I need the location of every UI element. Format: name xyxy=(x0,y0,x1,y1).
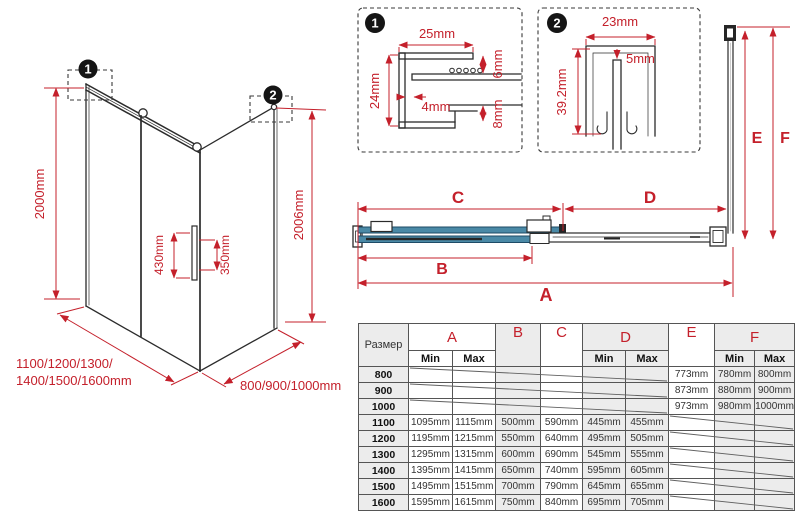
anti-jump-clip xyxy=(597,112,607,134)
table-subheader-min: Min xyxy=(409,351,453,367)
table-cell: 800mm xyxy=(755,367,795,383)
table-header-a: A xyxy=(409,324,496,351)
table-row xyxy=(359,447,795,463)
dim-label-23mm: 23mm xyxy=(601,14,639,29)
table-cell-empty xyxy=(755,447,795,463)
detail-1-number: 1 xyxy=(371,15,379,31)
enclosure-perspective-diagram xyxy=(16,60,341,394)
table-subheader-max: Max xyxy=(626,351,669,367)
table-cell: 700mm xyxy=(496,479,541,495)
table-cell-empty xyxy=(496,367,541,383)
table-cell-empty xyxy=(715,479,755,495)
table-cell: 545mm xyxy=(583,447,626,463)
table-cell: 1615mm xyxy=(453,495,496,511)
table-cell-empty xyxy=(715,495,755,511)
table-header-c: C xyxy=(541,324,583,367)
table-cell-empty xyxy=(541,383,583,399)
table-cell-empty xyxy=(755,431,795,447)
table-cell: 590mm xyxy=(541,415,583,431)
table-cell-empty xyxy=(715,415,755,431)
table-row xyxy=(359,431,795,447)
table-cell: 1095mm xyxy=(409,415,453,431)
detail-1-profile-section xyxy=(358,8,522,152)
table-cell-empty xyxy=(626,367,669,383)
table-cell: 1215mm xyxy=(453,431,496,447)
table-cell: 1295mm xyxy=(409,447,453,463)
anti-jump-clip xyxy=(627,112,637,134)
table-row xyxy=(359,463,795,479)
table-cell-empty xyxy=(541,399,583,415)
table-cell-empty xyxy=(715,463,755,479)
dimension-label-height-left: 2000mm xyxy=(32,168,47,220)
table-cell: 645mm xyxy=(583,479,626,495)
dim-label-8mm: 8mm xyxy=(490,99,505,129)
table-cell-empty xyxy=(453,367,496,383)
table-cell: 1415mm xyxy=(453,463,496,479)
seal-bead xyxy=(478,68,483,73)
table-cell: 1315mm xyxy=(453,447,496,463)
table-row xyxy=(359,399,795,415)
table-cell-empty xyxy=(755,479,795,495)
table-cell: 650mm xyxy=(496,463,541,479)
table-cell-empty xyxy=(715,431,755,447)
table-subheader-min: Min xyxy=(583,351,626,367)
table-cell: 555mm xyxy=(626,447,669,463)
table-cell: 973mm xyxy=(669,399,715,415)
dim-label-24mm: 24mm xyxy=(367,72,382,110)
dimension-label-side-widths: 800/900/1000mm xyxy=(240,378,342,393)
table-cell-size: 1400 xyxy=(359,463,409,479)
table-cell: 505mm xyxy=(626,431,669,447)
table-row xyxy=(359,383,795,399)
table-cell: 1515mm xyxy=(453,479,496,495)
seal-bead xyxy=(450,68,455,73)
corner-block xyxy=(710,227,726,246)
table-cell-size: 1600 xyxy=(359,495,409,511)
table-cell: 880mm xyxy=(715,383,755,399)
table-header-b: B xyxy=(496,324,541,367)
table-cell-empty xyxy=(755,415,795,431)
table-cell-empty xyxy=(453,383,496,399)
table-cell: 690mm xyxy=(541,447,583,463)
table-cell-empty xyxy=(669,479,715,495)
table-cell: 550mm xyxy=(496,431,541,447)
table-cell: 445mm xyxy=(583,415,626,431)
table-cell-size: 1000 xyxy=(359,399,409,415)
table-cell-empty xyxy=(669,447,715,463)
table-cell-empty xyxy=(755,495,795,511)
top-rail xyxy=(549,233,712,242)
dim-label-39mm: 39.2mm xyxy=(554,68,569,116)
table-header-f: F xyxy=(715,324,795,351)
table-cell-empty xyxy=(583,367,626,383)
dim-label-25mm: 25mm xyxy=(418,26,456,41)
dim-letter-e: E xyxy=(751,130,763,147)
table-cell: 1595mm xyxy=(409,495,453,511)
detail-2-profile-section xyxy=(538,8,700,152)
table-cell-empty xyxy=(669,431,715,447)
dim-label-5mm: 5mm xyxy=(626,51,655,66)
table-cell-empty xyxy=(496,399,541,415)
roller-wheel xyxy=(139,109,147,117)
table-cell: 705mm xyxy=(626,495,669,511)
dim-letter-c: C xyxy=(451,188,465,207)
table-row xyxy=(359,367,795,383)
table-cell-size: 1500 xyxy=(359,479,409,495)
dimension-label-handle-left: 430mm xyxy=(152,234,166,276)
dim-letter-a: A xyxy=(539,285,553,305)
table-cell-empty xyxy=(583,399,626,415)
table-cell-empty xyxy=(626,383,669,399)
dimension-label-height-right: 2006mm xyxy=(291,189,306,241)
seal-bead xyxy=(471,68,476,73)
table-cell: 1195mm xyxy=(409,431,453,447)
table-cell-size: 1100 xyxy=(359,415,409,431)
table-cell: 773mm xyxy=(669,367,715,383)
table-cell: 840mm xyxy=(541,495,583,511)
table-cell-empty xyxy=(453,399,496,415)
dimension-label-front-widths-1: 1100/1200/1300/ xyxy=(16,356,113,371)
table-cell-empty xyxy=(669,495,715,511)
table-header-d: D xyxy=(583,324,669,351)
dim-letter-d: D xyxy=(643,188,657,207)
table-cell: 980mm xyxy=(715,399,755,415)
table-cell-empty xyxy=(583,383,626,399)
table-cell-empty xyxy=(541,367,583,383)
table-cell-empty xyxy=(409,383,453,399)
table-subheader-min: Min xyxy=(715,351,755,367)
roller-carriage xyxy=(527,220,551,232)
table-cell: 600mm xyxy=(496,447,541,463)
table-cell: 495mm xyxy=(583,431,626,447)
plan-section-diagram xyxy=(353,25,790,305)
table-cell: 873mm xyxy=(669,383,715,399)
table-cell: 1000mm xyxy=(755,399,795,415)
table-cell-empty xyxy=(669,415,715,431)
dimensions-table xyxy=(358,323,795,511)
dim-label-6mm: 6mm xyxy=(490,49,505,79)
dim-label-4mm: 4mm xyxy=(421,99,451,114)
table-cell-empty xyxy=(409,367,453,383)
table-row xyxy=(359,415,795,431)
table-cell-empty xyxy=(669,463,715,479)
table-cell: 750mm xyxy=(496,495,541,511)
table-cell-empty xyxy=(409,399,453,415)
detail-2-marker-number: 2 xyxy=(269,87,277,103)
dimensions-table-wrap xyxy=(358,323,794,511)
seal-bead xyxy=(457,68,462,73)
table-cell: 595mm xyxy=(583,463,626,479)
dim-letter-f: F xyxy=(780,130,790,147)
table-cell: 605mm xyxy=(626,463,669,479)
dimension-label-handle-right: 350mm xyxy=(218,234,232,276)
table-cell-size: 1200 xyxy=(359,431,409,447)
door-handle xyxy=(192,226,197,280)
table-cell-empty xyxy=(715,447,755,463)
table-cell: 1115mm xyxy=(453,415,496,431)
table-cell-size: 800 xyxy=(359,367,409,383)
table-row xyxy=(359,495,795,511)
table-header-size: Размер xyxy=(359,324,409,367)
table-cell: 695mm xyxy=(583,495,626,511)
table-subheader-max: Max xyxy=(755,351,795,367)
table-cell: 790mm xyxy=(541,479,583,495)
table-cell: 500mm xyxy=(496,415,541,431)
table-cell-size: 1300 xyxy=(359,447,409,463)
table-cell: 655mm xyxy=(626,479,669,495)
table-cell-size: 900 xyxy=(359,383,409,399)
table-cell: 780mm xyxy=(715,367,755,383)
detail-2-number: 2 xyxy=(553,15,561,31)
detail-1-marker-number: 1 xyxy=(84,61,92,77)
table-header-e: E xyxy=(669,324,715,367)
roller-carriage xyxy=(371,222,392,232)
dim-letter-b: B xyxy=(436,261,448,278)
table-cell: 1395mm xyxy=(409,463,453,479)
table-subheader-max: Max xyxy=(453,351,496,367)
table-cell: 1495mm xyxy=(409,479,453,495)
dimension-label-front-widths-2: 1400/1500/1600mm xyxy=(16,373,132,388)
table-cell-empty xyxy=(755,463,795,479)
table-cell: 455mm xyxy=(626,415,669,431)
table-cell: 900mm xyxy=(755,383,795,399)
table-cell-empty xyxy=(626,399,669,415)
glass-panel-edge xyxy=(613,60,621,149)
table-cell: 640mm xyxy=(541,431,583,447)
table-cell-empty xyxy=(496,383,541,399)
seal-bead xyxy=(464,68,469,73)
table-row xyxy=(359,479,795,495)
table-cell: 740mm xyxy=(541,463,583,479)
